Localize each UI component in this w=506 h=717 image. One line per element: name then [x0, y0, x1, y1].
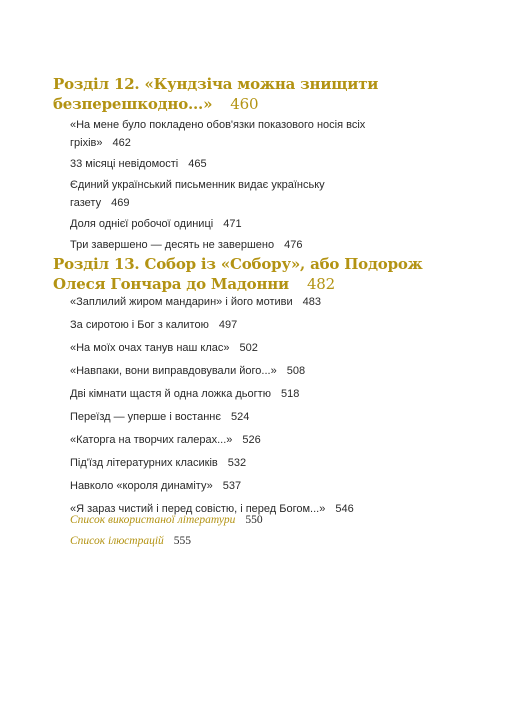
toc-entry: «Каторга на творчих галерах...» 526 [70, 434, 261, 446]
toc-entry: Доля однієї робочої одиниці 471 [70, 218, 242, 230]
chapter-13-title-line2: Олеся Гончара до Мадонни [53, 275, 289, 293]
chapter-12-title-line2: безперешкодно...» [53, 95, 213, 113]
chapter-12-heading [53, 74, 473, 114]
toc-entry: Переїзд — уперше і востаннє 524 [70, 411, 250, 423]
toc-entry: Під'їзд літературних класиків 532 [70, 457, 247, 469]
toc-entry: Єдиний український письменник видає українську газету 469 [70, 179, 325, 209]
chapter-13-heading [53, 254, 473, 294]
toc-entry: «Заплилий жиром мандарин» і його мотиви 483 [70, 296, 321, 308]
toc-entry: 33 місяці невідомості 465 [70, 158, 207, 170]
toc-entry: Дві кімнати щастя й одна ложка дьогтю 518 [70, 388, 300, 400]
back-matter [70, 510, 470, 552]
toc-entry: За сиротою і Бог з калитою 497 [70, 319, 238, 331]
toc-entry: «На моїх очах танув наш клас» 502 [70, 342, 258, 354]
chapter-12-entries [70, 116, 470, 254]
toc-entry: «Я зараз чистий і перед совістю, і перед Богом...» 546 [70, 503, 354, 515]
toc-entry: Навколо «короля динаміту» 537 [70, 480, 242, 492]
toc-entry: «На мене було покладено обов'язки показового носія всіх гріхів» 462 [70, 119, 366, 149]
chapter-13-entries [70, 293, 470, 518]
chapter-13-title-line1: Розділ 13. Собор із «Собору», або Подорож [53, 255, 423, 273]
chapter-12-page: 460 [230, 95, 259, 113]
bibliography-entry: Список використаної літератури 550 [70, 514, 263, 526]
toc-entry: Три завершено — десять не завершено 476 [70, 239, 303, 251]
illustrations-entry: Список ілюстрацій 555 [70, 535, 192, 547]
chapter-13-page: 482 [306, 275, 335, 293]
toc-entry: «Навпаки, вони виправдовували його...» 508 [70, 365, 306, 377]
chapter-12-title-line1: Розділ 12. «Кундзіча можна знищити [53, 75, 379, 93]
